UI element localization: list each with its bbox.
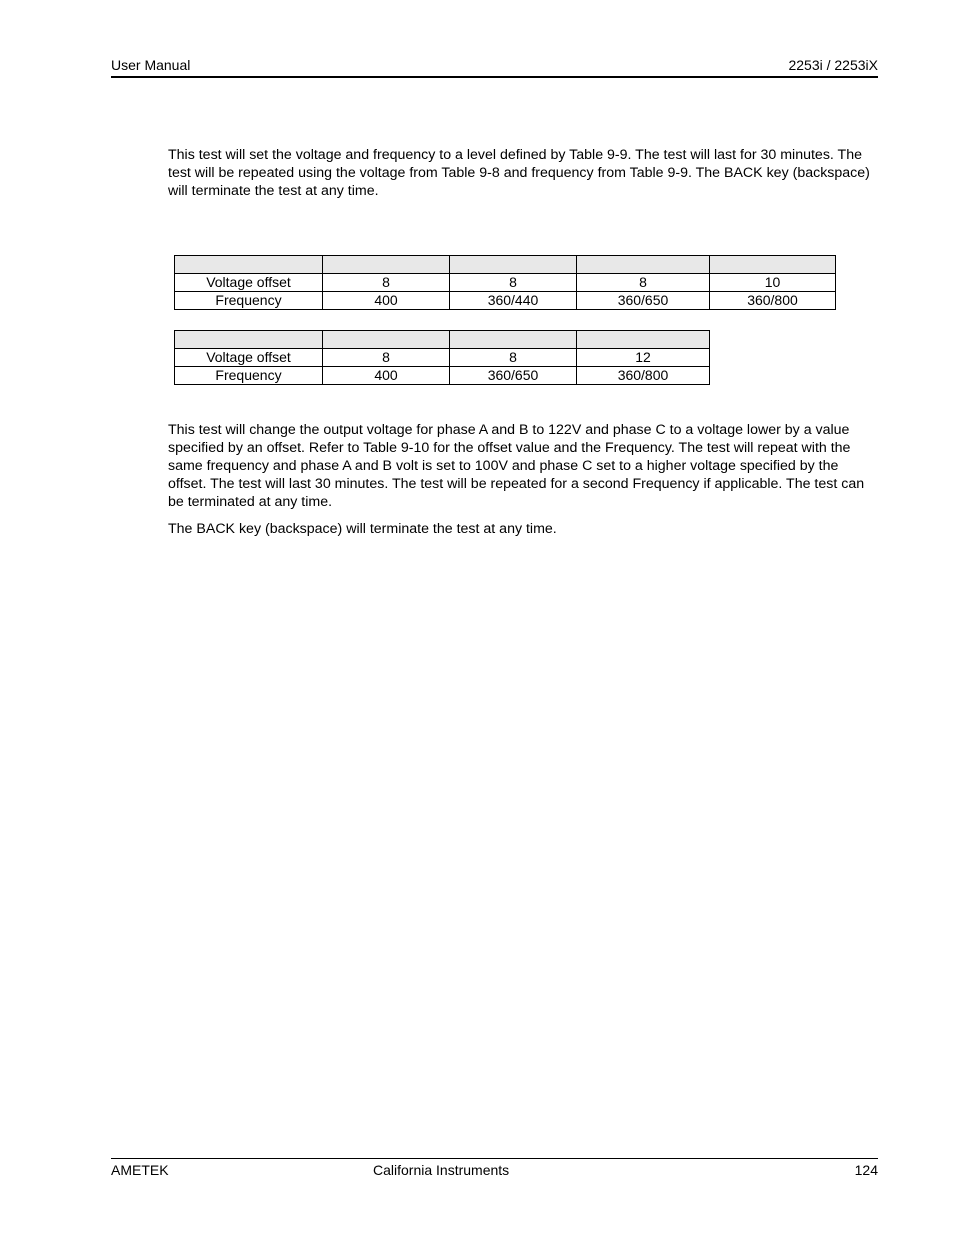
page-number: 124 [854, 1162, 878, 1178]
table-cell: 8 [450, 274, 577, 292]
offset-table-2 [174, 330, 710, 385]
table-cell: 8 [577, 274, 710, 292]
header-model: 2253i / 2253iX [788, 57, 878, 73]
table-row [175, 349, 710, 367]
footer-company: AMETEK [111, 1162, 169, 1178]
page-header [111, 56, 878, 78]
footer-division: California Instruments [373, 1162, 510, 1178]
table-row [175, 292, 836, 310]
table-cell: 360/650 [577, 292, 710, 310]
table-cell: Frequency [175, 292, 323, 310]
header-title: User Manual [111, 57, 191, 73]
table-cell: 360/650 [450, 367, 577, 385]
paragraph-back-key-note: The BACK key (backspace) will terminate the test at any time. [168, 521, 557, 537]
table-header-row [175, 331, 710, 349]
paragraph-test-description-2: This test will change the output voltage for phase A and B to 122V and phase C to a voltage lower by a value specified by an offset. Refer to Table 9-10 for the offset value and the Frequency. The test will repeat with the same frequency and phase A and B volt is set to 100V and phase C set to a higher voltage specified by the offset. The test will last 30 minutes. The test will be repeated for a second Frequency if applicable. The test can be terminated at any time. [168, 422, 865, 510]
table-cell: Voltage offset [175, 349, 323, 367]
table-cell: 8 [450, 349, 577, 367]
page-footer [111, 1158, 878, 1183]
offset-table-1 [174, 255, 836, 310]
table-cell: 360/440 [450, 292, 577, 310]
table-cell: 8 [323, 274, 450, 292]
table-cell: 360/800 [577, 367, 710, 385]
table-cell: 8 [323, 349, 450, 367]
table-cell: 10 [710, 274, 836, 292]
table-header-row [175, 256, 836, 274]
table-cell: 400 [323, 292, 450, 310]
table-cell: 400 [323, 367, 450, 385]
table-row [175, 274, 836, 292]
paragraph-test-description-1: This test will set the voltage and frequency to a level defined by Table 9-9. The test will last for 30 minutes. The test will be repeated using the voltage from Table 9-8 and frequency from Table 9-9. The BACK key (backspace) will terminate the test at any time. [168, 147, 870, 199]
table-cell: 360/800 [710, 292, 836, 310]
table-cell: 12 [577, 349, 710, 367]
table-row [175, 367, 710, 385]
table-cell: Voltage offset [175, 274, 323, 292]
table-cell: Frequency [175, 367, 323, 385]
